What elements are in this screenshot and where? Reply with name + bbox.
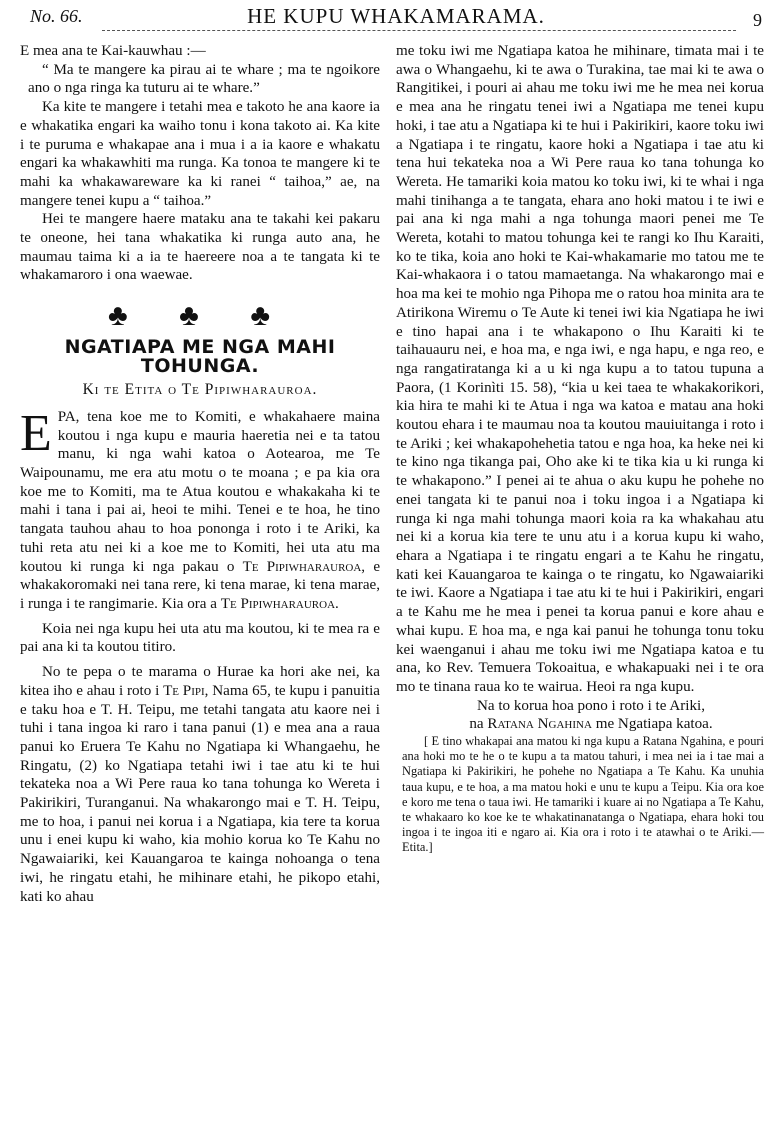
signature-name: na Ratana Ngahina me Ngatiapa katoa. <box>469 716 713 733</box>
author-name: Ratana Ngahina <box>487 716 592 733</box>
clover-ornament: ♣ ♣ ♣ <box>107 299 293 333</box>
running-title: HE KUPU WHAKAMARAMA. <box>247 4 545 28</box>
page-header <box>30 2 762 34</box>
paragraph: Hei te mangere haere mataku ana te takahi kei pakaru te oneone, hei tana whakatika ki runga auto ana, he maumau taima ki a ia te haereere noa a te tangata ki te whakamaroro i ona waewae. <box>20 211 380 284</box>
drop-cap: E <box>20 404 52 462</box>
quote-text: “ Ma te mangere ka pirau ai te whare ; ma te ngoikore ano o nga ringa ka tuturu ai te whare.” <box>28 61 380 97</box>
signature-line: Na to korua hoa pono i roto i te Ariki, <box>476 697 706 714</box>
left-column <box>20 42 380 906</box>
letter-opening: EPA, tena koe me to Komiti, e whakahaere maina koutou i nga kupu e mauria haeretia nei e ta tatou manu, ki nga wahi katoa o Aotearoa, me Te Waipounamu, me era atu motu o te moana ; e pa kia ora koe me to Komiti, ma te Atua koutou e whakakaha ki te mahi i tana i pai ai, heoi te mihi. Tenei e te hoa, he tino tangata tauhou ahau to hoa pononga i roto i te Ariki, ka tuhi reta atu nei ki a koe me to Komiti, hei uta atu ma koutou ki runga ki nga pakau o Te Pipiwharauroa, e whakakoromaki nei tana rere, ki tena marae, ki tena marae, i runga i te rangimarie. Kia ora a Te Pipiwharauroa. <box>20 404 381 612</box>
paragraph: me toku iwi me Ngatiapa katoa he mihinare, timata mai i te awa o Whangaehu, ki te awa o Turakina, tae mai ki te awa o Rangitikei, i pouri ai ahau me toku iwi me he mea nei korua e mea ana he ringatu tenei iwi a Ngatiapa me tenei kupu hoki, i tae atu a Ngatiapa ki te hui i Pakirikiri, kaore toku iwi a Ngatiapa i te ringatu, kaore hoki a Ngatiapa i tae atu ki tena hui tekateka noa a Wi Pere raua ko tana tohunga ko Wereta. He tamariki koia matou ko toku iwi, ki te whai i nga mahi tinihanga a te tangata, ehara ano hoki matou i te iwi e pai ana ki nga mahi a nga tohunga maori penei me Te Wereta, kotahi to matou tohunga kei te rangi ko Ihu Karaiti, ko te tika, koia ano hoki te Kai-whakamarie mo tatou me te Kai-whakaora i o tatou mamaetanga. Na whakarongo mai e hoa ma kei te mohio nga Pihopa me o ratou hoa minita ara te Atirikona Wiremu o Te Aute ki tenei iwi kia Ngatiapa he iwi e tino hapai ana i te whakapono o Ihu Karaiti ki te taihauauru nei, e hoa ma, e nga iwi, e nga hapu, e nga reo, e nga rangatiratanga ki a u ki nga kupu a to tatou tupuna a Paora, (1 Korinìti 15. 58), “kia u kei taea te whakakorikori, kia hira te mahi ki te Atua i nga wa katoa e matau ana hoki koutou ehara i te maumau noa ta koutou mauiuitanga i roto i te Ariki ; kei whakapohehetia tatou e nga hoa, ka heke nei ki te kino nga tikanga pai, Oho ake ki te tika kia u ki runga ki te whakapono.” I penei ai te ahua o aku kupu he pohehe no enei tangata ki te panui noa i toku ingoa i a Ngatiapa ki runga ki nga mahi tohunga maori koia ra ka whakahau atu nei ki a korua kia tere te unu atu i a korua kupu ki waho, ehara a Ngatiapa i te ringatu engari a te Kahu he ringatu, kati kei Kauangaroa te kainga o te ringatu, ko Ngawaiariki te iwi. Kaore a Ngatiapa i tae atu ki te hui i Pakirikiri, engari a te Kahu me he mea i penei ta korua panui e kore ahau e whai kupu. E hoa ma, e nga kai panui he tohunga tonu toku kei waenganui i ahau me toku iwi me Ngatiapa katoa e tu ana, ko Rev. Temuera Tokoaitua, e whakapuaki nei i te ora mo te tinana raua ko te wairua. Heoi ra nga kupu. <box>396 43 764 695</box>
paper-name: Te Pipiwharauroa, <box>242 558 366 575</box>
header-rule <box>102 30 736 31</box>
page-number: 9 <box>753 10 762 30</box>
issue-number: No. 66. <box>30 6 83 26</box>
quote-intro: E mea ana te Kai-kauwhau :— <box>20 43 206 59</box>
paragraph: No te pepa o te marama o Hurae ka hori ake nei, ka kitea iho e ahau i roto i Te Pipi, Nama 65, te kupu i panuitia e taku hoa e T. H. Teipu, me tetahi tangata atu kaore nei i tuhi i tana ingoa ki raro i tana panui (1) e mea ana a raua panui ko Eruera Te Kahu no Ngatiapa ki Whangaehu, he Ringatu, (2) ko Ngatiapa tetahi iwi i tae atu ki te hui tekateka noa a Wi Pere raua ko tana tohunga ko Wereta i Pakirikiri, Turanganui. Na whakarongo mai e T. H. Teipu, me to hoa, i panui nei korua i a Ngatiapa, kia tere ta korua unu i enei kupu ki waho, kia mohio korua ko Te Kahu no Ngawaiariki, kei Kauangaroa te kainga nohoanga o tena iwi, he ringatu etahi, he mihinare etahi, he pikopo etahi, kati ko ahau <box>20 664 381 905</box>
paper-name: Te Pipiwharauroa. <box>220 595 339 612</box>
article-heading: NGATIAPA ME NGA MAHI TOHUNGA. <box>64 335 336 377</box>
paragraph: Koia nei nga kupu hei uta atu ma koutou, ki te mea ra e pai ana ki ta koutou titiro. <box>20 620 380 656</box>
right-column <box>396 42 764 856</box>
article-subheading: Ki te Etita o Te Pipiwharauroa. <box>82 381 318 399</box>
paragraph: Ka kite te mangere i tetahi mea e takoto he ana kaore ia e whakatika engari ka waiho tonu i kona takoto ai. Ka kite i te puruma e whakapae ana i mua i a ia kaore e whakatu engari ka whakawhiti ma runga. Ka tonoa te mangere ki te mahi ka whakawareware ka ki ranei “ taihoa,” ae, na mangere tenei kupu a “ taihoa.” <box>20 99 380 209</box>
editor-note: [ E tino whakapai ana matou ki nga kupu a Ratana Ngahina, e pouri ana hoki mo te he o te kupu a ta matou tahuri, i mea nei ia i tae mai a Ngatiapa ki Pakirikiri, he pohehe no Ngatiapa a Te Kahu. Ka unuhia taua kupu, e te hoa, a ma matou hoki e unu te kupu a Teipu. Kia ora koe e koro me tena o taua iwi. He tamariki i kuare ai no Ngatiapa a Te Kahu, te whakaaro ko koe ke te whakatinanatanga o Ngatiapa, ehara hoki tou ingoa i te ingoa iti e ngaro ai. Kia ora i roto i te atawhai o te Ariki.—Etita.] <box>402 734 764 855</box>
paper-name: Te Pipi, <box>163 682 209 699</box>
